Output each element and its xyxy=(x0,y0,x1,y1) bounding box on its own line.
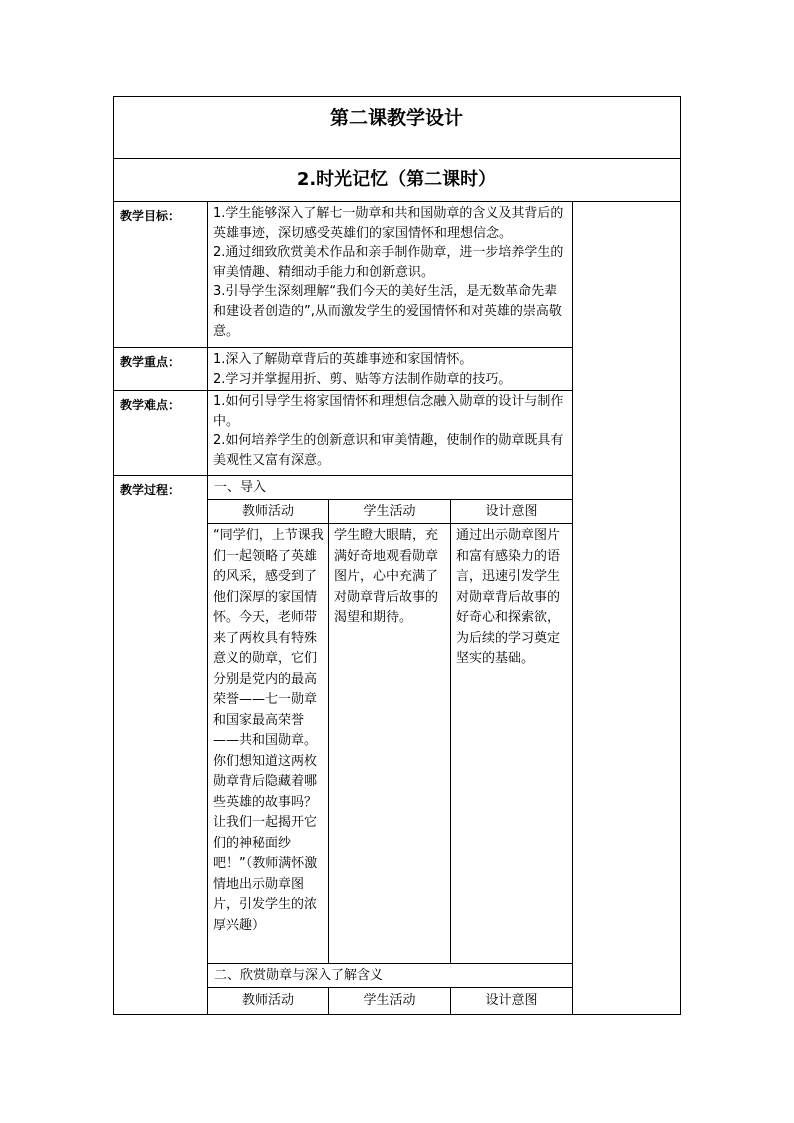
student-activity-text: 学生瞪大眼睛，充满好奇地观看勋章图片，心中充满了对勋章背后故事的渴望和期待。 xyxy=(334,528,439,625)
table-border xyxy=(113,158,681,159)
difficulty-item: 2.如何培养学生的创新意识和审美情趣，使制作的勋章既具有美观性又富有深意。 xyxy=(213,433,564,468)
table-border xyxy=(113,347,573,348)
key-points-label: 教学重点： xyxy=(120,355,181,369)
table-border xyxy=(207,499,573,500)
table-border xyxy=(113,475,573,476)
table-border xyxy=(207,201,208,1015)
table-border xyxy=(207,963,573,964)
objective-item: 2.通过细致欣赏美术作品和亲手制作勋章，进一步培养学生的审美情趣、精细动手能力和创新意识。 xyxy=(213,245,564,280)
table-border-right xyxy=(680,96,681,1015)
table-border xyxy=(207,987,573,988)
key-points-content xyxy=(213,350,569,389)
column-header-design: 设计意图 xyxy=(485,504,538,519)
objectives-content xyxy=(213,204,569,341)
table-border-left xyxy=(113,96,114,1015)
objective-item: 1.学生能够深入了解七一勋章和共和国勋章的含义及其背后的英雄事迹，深切感受英雄们的家国情怀和理想信念。 xyxy=(213,206,564,241)
section-heading: 一、导入 xyxy=(214,480,267,495)
objectives-label: 教学目标： xyxy=(120,209,181,223)
difficulties-label: 教学难点： xyxy=(120,398,181,412)
difficulties-content xyxy=(213,392,569,470)
key-point-item: 2.学习并掌握用折、剪、贴等方法制作勋章的技巧。 xyxy=(213,371,512,387)
table-border xyxy=(572,201,573,1015)
table-border-top xyxy=(113,96,681,97)
objective-item: 3.引导学生深刻理解“我们今天的美好生活，是无数革命先辈和建设者创造的”,从而激发学生的爱国情怀和对英雄的崇高敬意。 xyxy=(213,284,562,339)
table-border-bottom xyxy=(113,1014,681,1015)
column-header-student: 学生活动 xyxy=(363,993,416,1008)
process-label: 教学过程： xyxy=(120,483,181,497)
document-title: 第二课教学设计 xyxy=(329,107,463,129)
column-header-teacher: 教师活动 xyxy=(241,504,294,519)
section-heading: 二、欣赏勋章与深入了解含义 xyxy=(214,968,384,983)
table-border xyxy=(328,499,329,963)
lesson-title: 2.时光记忆（第二课时） xyxy=(296,169,497,190)
design-intent-text: 通过出示勋章图片和富有感染力的语言，迅速引发学生对勋章背后故事的好奇心和探索欲，为后续的学习奠定坚实的基础。 xyxy=(456,528,561,666)
table-border xyxy=(113,390,573,391)
table-border xyxy=(113,201,681,202)
difficulty-item: 1.如何引导学生将家国情怀和理想信念融入勋章的设计与制作中。 xyxy=(213,394,564,429)
teacher-activity-text: “同学们，上节课我们一起领略了英雄的风采，感受到了他们深厚的家国情怀。今天，老师带来了两枚具有特殊意义的勋章，它们分别是党内的最高荣誉——七一勋章和国家最高荣誉——共和国勋章。你们想知道这两枚勋章背后隐藏着哪些英雄的故事吗？让我们一起揭开它们的神秘面纱吧！”（教师满怀激情地出示勋章图片，引发学生的浓厚兴趣） xyxy=(213,528,324,933)
column-header-student: 学生活动 xyxy=(363,504,416,519)
table-border xyxy=(207,523,573,524)
column-header-teacher: 教师活动 xyxy=(241,993,294,1008)
key-point-item: 1.深入了解勋章背后的英雄事迹和家国情怀。 xyxy=(213,352,473,367)
column-header-design: 设计意图 xyxy=(485,993,538,1008)
table-border xyxy=(450,499,451,963)
